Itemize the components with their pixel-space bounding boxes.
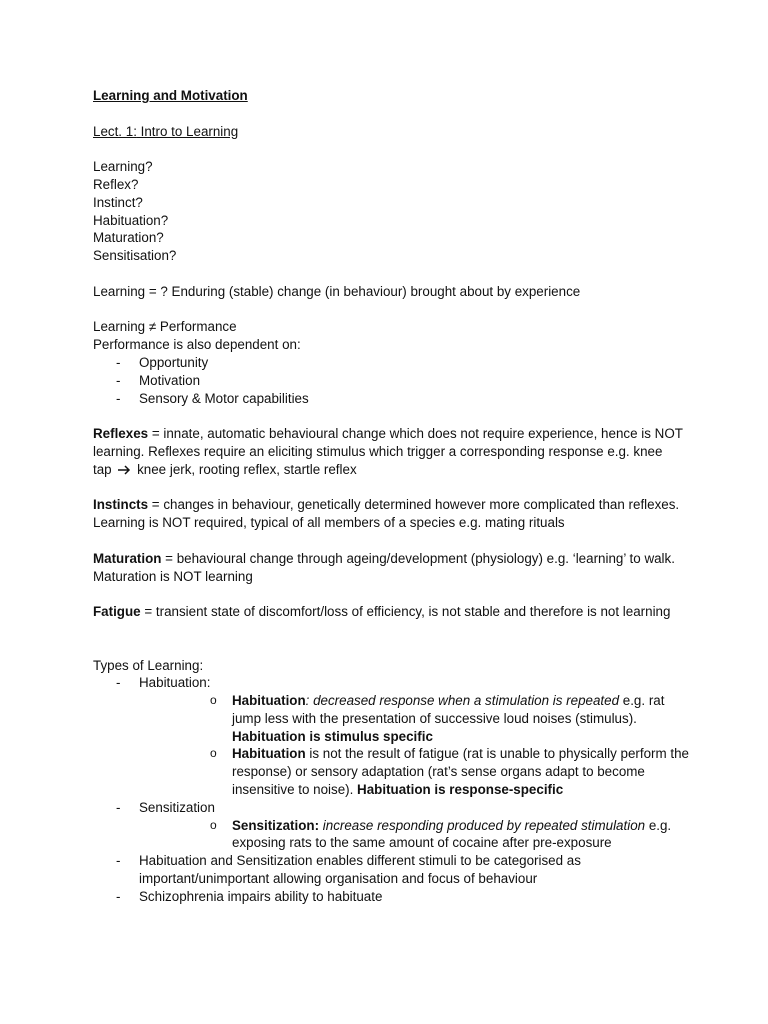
list-item: - Motivation — [116, 372, 201, 388]
types-heading: Types of Learning: — [93, 657, 204, 673]
maturation-term: Maturation — [93, 550, 162, 566]
question-line: Sensitisation? — [93, 248, 177, 264]
performance-depends: Performance is also dependent on: — [93, 337, 301, 353]
reflexes-paragraph: Reflexes = innate, automatic behavioural change which does not require experience, hence is NOT learning. Reflexes require an eliciting stimulus which trigger a corresponding response e.g. knee tap knee jerk, rooting reflex, startle reflex — [93, 426, 683, 477]
learning-definition: Learning = ? Enduring (stable) change (in behaviour) brought about by experience — [93, 283, 581, 299]
list-item: o Sensitization: increase responding produced by repeated stimulation e.g. exposing rats to the same amount of cocaine after pre-exposure — [210, 817, 672, 851]
list-item: - Schizophrenia impairs ability to habituate — [116, 888, 383, 904]
dash-marker: - — [116, 675, 121, 691]
list-item: - Sensory & Motor capabilities — [116, 390, 309, 406]
list-item: - Habituation: o Habituation: decreased response when a stimulation is repeated e.g. rat jump less with the presentation of successive loud noises (stimulus). Habituation is stimulus specific o Habituation is not the result of fatigue (rat is unable to physically perform the response) or sensory adaptation (rat’s sense organs adapt to become insensitive to noise). Habituation is response-specific — [93, 674, 693, 799]
fatigue-term: Fatigue — [93, 604, 141, 620]
reflexes-term: Reflexes — [93, 426, 149, 442]
dash-marker: - — [116, 853, 121, 869]
question-line: Maturation? — [93, 230, 164, 246]
performance-line: Learning ≠ Performance — [93, 319, 237, 335]
question-line: Learning? — [93, 159, 153, 175]
circle-marker: o — [210, 693, 217, 708]
document-body — [93, 87, 693, 906]
list-item: - Opportunity — [116, 354, 209, 370]
list-item: o Habituation: decreased response when a stimulation is repeated e.g. rat jump less with the presentation of successive loud noises (stimulus). Habituation is stimulus specific — [210, 693, 665, 744]
lecture-topic: Intro to Learning — [136, 123, 239, 139]
sensitization-sublist — [139, 817, 693, 853]
performance-list — [93, 354, 693, 407]
types-list — [93, 674, 693, 905]
list-item: - Habituation and Sensitization enables different stimuli to be categorised as important/unimportant allowing organisation and focus of behaviour — [116, 853, 581, 887]
list-item: - Sensitization o Sensitization: increase responding produced by repeated stimulation e.g. exposing rats to the same amount of cocaine after pre-exposure — [93, 799, 693, 852]
lecture-label: Lect. 1: — [93, 123, 137, 139]
circle-marker: o — [210, 817, 217, 832]
question-line: Instinct? — [93, 194, 143, 210]
dash-marker: - — [116, 799, 121, 815]
instincts-term: Instincts — [93, 497, 149, 513]
lecture-heading — [93, 123, 693, 141]
dash-marker: - — [116, 888, 121, 904]
circle-marker: o — [210, 746, 217, 761]
doc-title: Learning and Motivation — [93, 88, 248, 103]
fatigue-paragraph: Fatigue = transient state of discomfort/loss of efficiency, is not stable and therefore is not learning — [93, 604, 671, 620]
right-arrow-icon — [117, 465, 131, 475]
question-line: Reflex? — [93, 176, 139, 192]
maturation-paragraph: Maturation = behavioural change through ageing/development (physiology) e.g. ‘learning’ to walk. Maturation is NOT learning — [93, 550, 675, 584]
instincts-paragraph: Instincts = changes in behaviour, genetically determined however more complicated than reflexes. Learning is NOT required, typical of all members of a species e.g. mating rituals — [93, 497, 680, 531]
dash-marker: - — [116, 372, 121, 388]
habituation-sublist — [139, 692, 693, 799]
question-line: Habituation? — [93, 212, 169, 228]
dash-marker: - — [116, 354, 121, 370]
dash-marker: - — [116, 390, 121, 406]
list-item: o Habituation is not the result of fatigue (rat is unable to physically perform the response) or sensory adaptation (rat’s sense organs adapt to become insensitive to noise). Habituation is response-specific — [210, 746, 689, 798]
